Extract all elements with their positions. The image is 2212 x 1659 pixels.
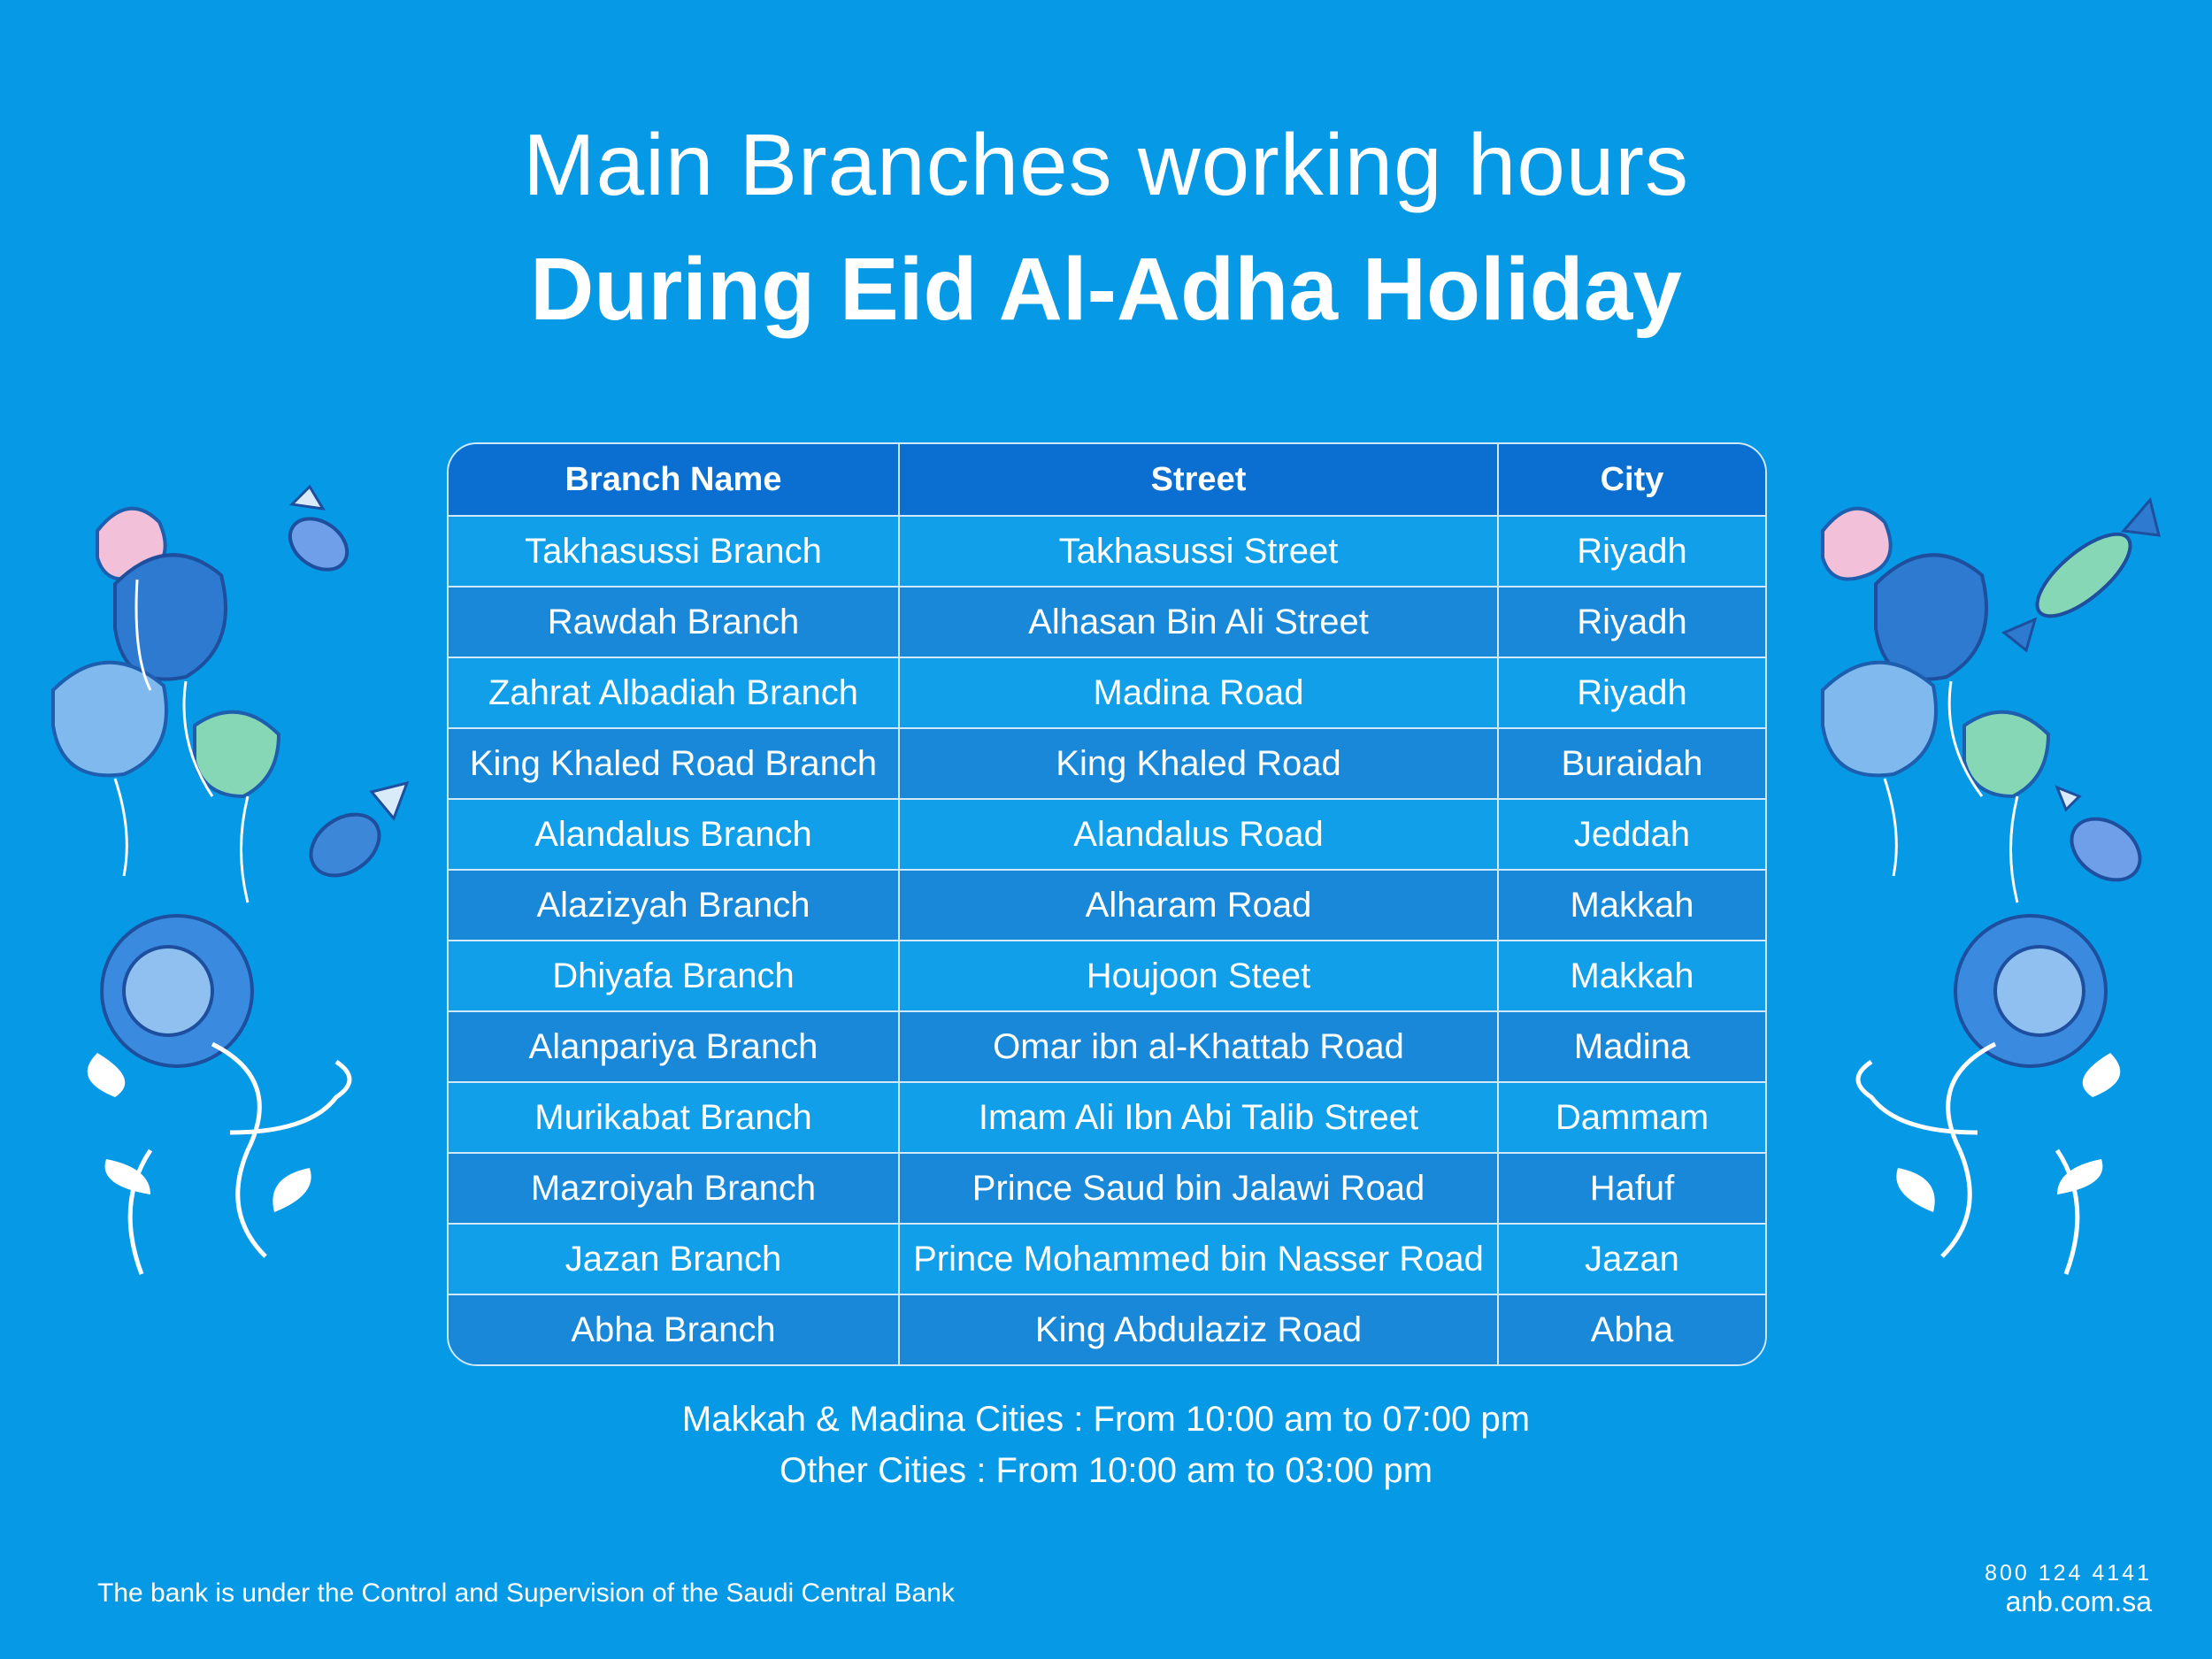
page-title: Main Branches working hours <box>523 116 1689 213</box>
street-cell: Houjoon Steet <box>899 941 1498 1011</box>
branch-name-cell: King Khaled Road Branch <box>449 728 899 799</box>
branch-name-cell: Mazroiyah Branch <box>449 1153 899 1224</box>
table-row <box>449 516 1765 587</box>
branch-name-cell: Alandalus Branch <box>449 799 899 870</box>
branch-name-cell: Murikabat Branch <box>449 1082 899 1153</box>
flower-icon <box>1858 916 2120 1274</box>
column-header-street: Street <box>899 444 1498 516</box>
table-row <box>449 1153 1765 1224</box>
table-row <box>449 1224 1765 1294</box>
street-cell: Imam Ali Ibn Abi Talib Street <box>899 1082 1498 1153</box>
table-row <box>449 799 1765 870</box>
city-cell: Hafuf <box>1498 1153 1765 1224</box>
branch-name-cell: Abha Branch <box>449 1294 899 1364</box>
candy-icon <box>280 487 407 888</box>
table-row <box>449 1011 1765 1082</box>
city-cell: Madina <box>1498 1011 1765 1082</box>
branch-name-cell: Dhiyafa Branch <box>449 941 899 1011</box>
table-row <box>449 657 1765 728</box>
street-cell: Prince Saud bin Jalawi Road <box>899 1153 1498 1224</box>
column-header-branch-name: Branch Name <box>449 444 899 516</box>
page-subtitle: During Eid Al-Adha Holiday <box>530 240 1682 339</box>
decoration-right <box>1809 478 2181 1301</box>
street-cell: Alandalus Road <box>899 799 1498 870</box>
branch-name-cell: Takhasussi Branch <box>449 516 899 587</box>
city-cell: Riyadh <box>1498 516 1765 587</box>
decoration-left <box>44 478 416 1301</box>
street-cell: Madina Road <box>899 657 1498 728</box>
branch-name-cell: Zahrat Albadiah Branch <box>449 657 899 728</box>
branch-name-cell: Alazizyah Branch <box>449 870 899 941</box>
street-cell: King Khaled Road <box>899 728 1498 799</box>
branch-name-cell: Rawdah Branch <box>449 587 899 657</box>
balloon-icon <box>1823 509 2048 902</box>
website-link[interactable]: anb.com.sa <box>2005 1586 2152 1617</box>
branch-name-cell: Alanpariya Branch <box>449 1011 899 1082</box>
city-cell: Makkah <box>1498 870 1765 941</box>
city-cell: Buraidah <box>1498 728 1765 799</box>
table-row <box>449 870 1765 941</box>
street-cell: Omar ibn al-Khattab Road <box>899 1011 1498 1082</box>
candy-icon <box>2004 500 2159 893</box>
city-cell: Riyadh <box>1498 587 1765 657</box>
city-cell: Riyadh <box>1498 657 1765 728</box>
hours-other-cities: Other Cities : From 10:00 am to 03:00 pm <box>779 1451 1433 1490</box>
hours-makkah-madina: Makkah & Madina Cities : From 10:00 am to 07:00 pm <box>681 1400 1531 1439</box>
street-cell: Alhasan Bin Ali Street <box>899 587 1498 657</box>
city-cell: Abha <box>1498 1294 1765 1364</box>
table-row <box>449 728 1765 799</box>
column-header-city: City <box>1498 444 1765 516</box>
flower-icon <box>88 916 349 1274</box>
balloon-icon <box>53 509 279 902</box>
table-row <box>449 1294 1765 1364</box>
street-cell: Prince Mohammed bin Nasser Road <box>899 1224 1498 1294</box>
table-header-row <box>449 444 1765 516</box>
table-row <box>449 941 1765 1011</box>
street-cell: Takhasussi Street <box>899 516 1498 587</box>
table-row <box>449 1082 1765 1153</box>
street-cell: Alharam Road <box>899 870 1498 941</box>
street-cell: King Abdulaziz Road <box>899 1294 1498 1364</box>
city-cell: Jeddah <box>1498 799 1765 870</box>
city-cell: Dammam <box>1498 1082 1765 1153</box>
city-cell: Makkah <box>1498 941 1765 1011</box>
phone-number: 800 124 4141 <box>1985 1561 2152 1586</box>
regulatory-disclaimer: The bank is under the Control and Supervision of the Saudi Central Bank <box>97 1578 955 1608</box>
table-row <box>449 587 1765 657</box>
branches-table <box>447 442 1767 1366</box>
branch-name-cell: Jazan Branch <box>449 1224 899 1294</box>
city-cell: Jazan <box>1498 1224 1765 1294</box>
